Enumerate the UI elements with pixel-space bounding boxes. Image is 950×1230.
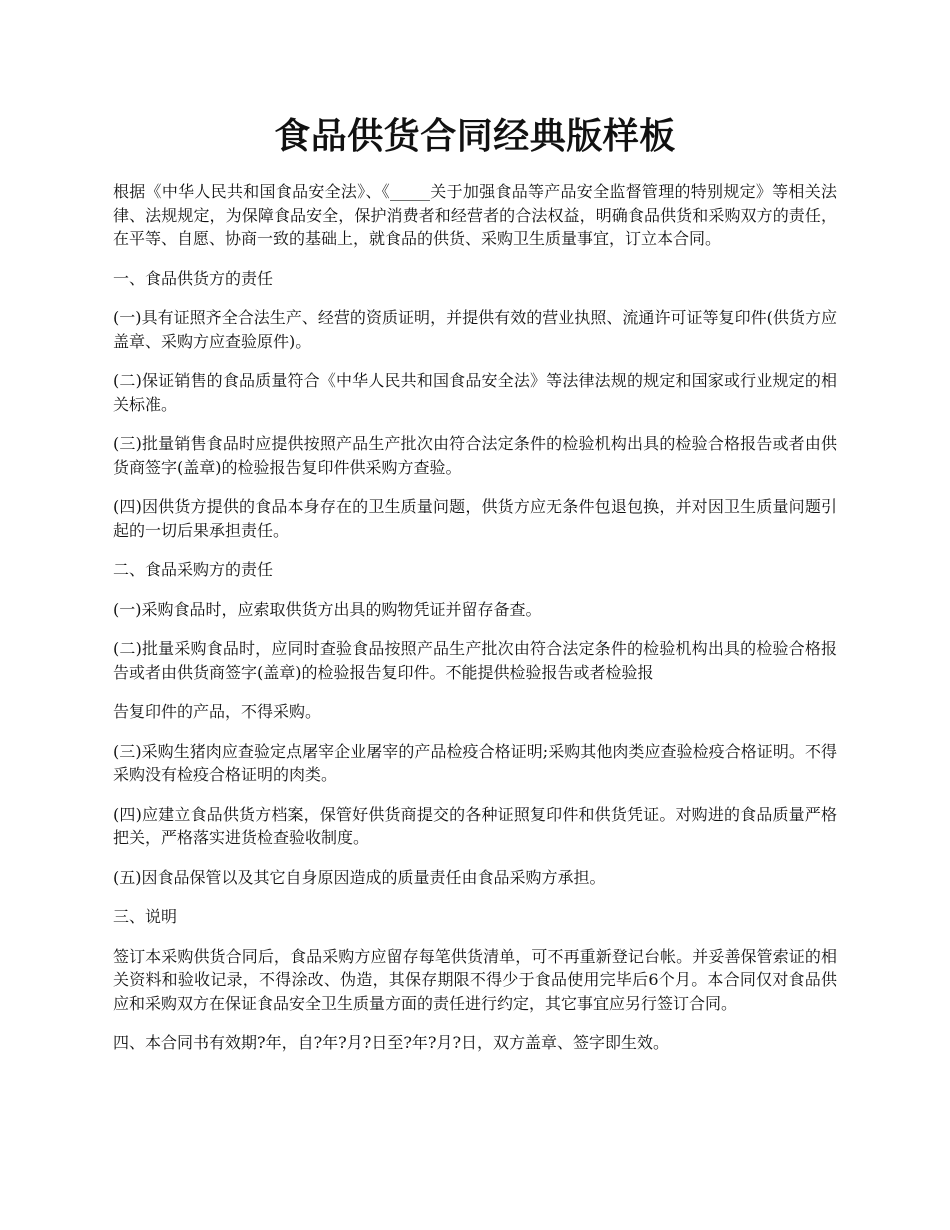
supplier-clause-1: (一)具有证照齐全合法生产、经营的资质证明，并提供有效的营业执照、流通许可证等复印件(供货方应盖章、采购方应查验原件)。 — [113, 308, 837, 351]
section-heading-purchaser: 二、食品采购方的责任 — [113, 560, 274, 579]
section-heading-notes: 三、说明 — [113, 907, 178, 926]
purchaser-clause-5: (五)因食品保管以及其它自身原因造成的质量责任由食品采购方承担。 — [113, 867, 606, 887]
purchaser-clause-2-continued: 告复印件的产品，不得采购。 — [113, 702, 322, 721]
purchaser-clause-3: (三)采购生猪肉应查验定点屠宰企业屠宰的产品检疫合格证明;采购其他肉类应查验检疫合格证明。不得采购没有检疫合格证明的肉类。 — [113, 741, 837, 784]
intro-paragraph: 根据《中华人民共和国食品安全法》、《_____关于加强食品等产品安全监督管理的特别规定》等相关法律、法规规定，为保障食品安全，保护消费者和经营者的合法权益，明确食品供货和采购双方的责任，在平等、自愿、协商一致的基础上，就食品的供货、采购卫生质量事宜，订立本合同。 — [113, 182, 837, 248]
supplier-clause-2: (二)保证销售的食品质量符合《中华人民共和国食品安全法》等法律法规的规定和国家或行业规定的相关标准。 — [113, 371, 837, 414]
notes-paragraph: 签订本采购供货合同后，食品采购方应留存每笔供货清单，可不再重新登记台帐。并妥善保管索证的相关资料和验收记录，不得涂改、伪造，其保存期限不得少于食品使用完毕后6个月。本合同仅对食品供应和采购双方在保证食品安全卫生质量方面的责任进行约定，其它事宜应另行签订合同。 — [113, 946, 837, 1013]
purchaser-clause-2: (二)批量采购食品时，应同时查验食品按照产品生产批次由符合法定条件的检验机构出具的检验合格报告或者由供货商签字(盖章)的检验报告复印件。不能提供检验报告或者检验报 — [113, 639, 837, 682]
supplier-clause-4: (四)因供货方提供的食品本身存在的卫生质量问题，供货方应无条件包退包换，并对因卫生质量问题引起的一切后果承担责任。 — [113, 497, 837, 540]
validity-paragraph: 四、本合同书有效期?年，自?年?月?日至?年?月?日，双方盖章、签字即生效。 — [113, 1033, 670, 1052]
section-heading-supplier: 一、食品供货方的责任 — [113, 268, 274, 288]
supplier-clause-3: (三)批量销售食品时应提供按照产品生产批次由符合法定条件的检验机构出具的检验合格报告或者由供货商签字(盖章)的检验报告复印件供采购方查验。 — [113, 434, 837, 477]
purchaser-clause-4: (四)应建立食品供货方档案，保管好供货商提交的各种证照复印件和供货凭证。对购进的食品质量严格把关，严格落实进货检查验收制度。 — [113, 804, 837, 847]
document-title: 食品供货合同经典版样板 — [274, 115, 676, 157]
purchaser-clause-1: (一)采购食品时，应索取供货方出具的购物凭证并留存备查。 — [113, 599, 542, 619]
document-body — [113, 180, 837, 1071]
